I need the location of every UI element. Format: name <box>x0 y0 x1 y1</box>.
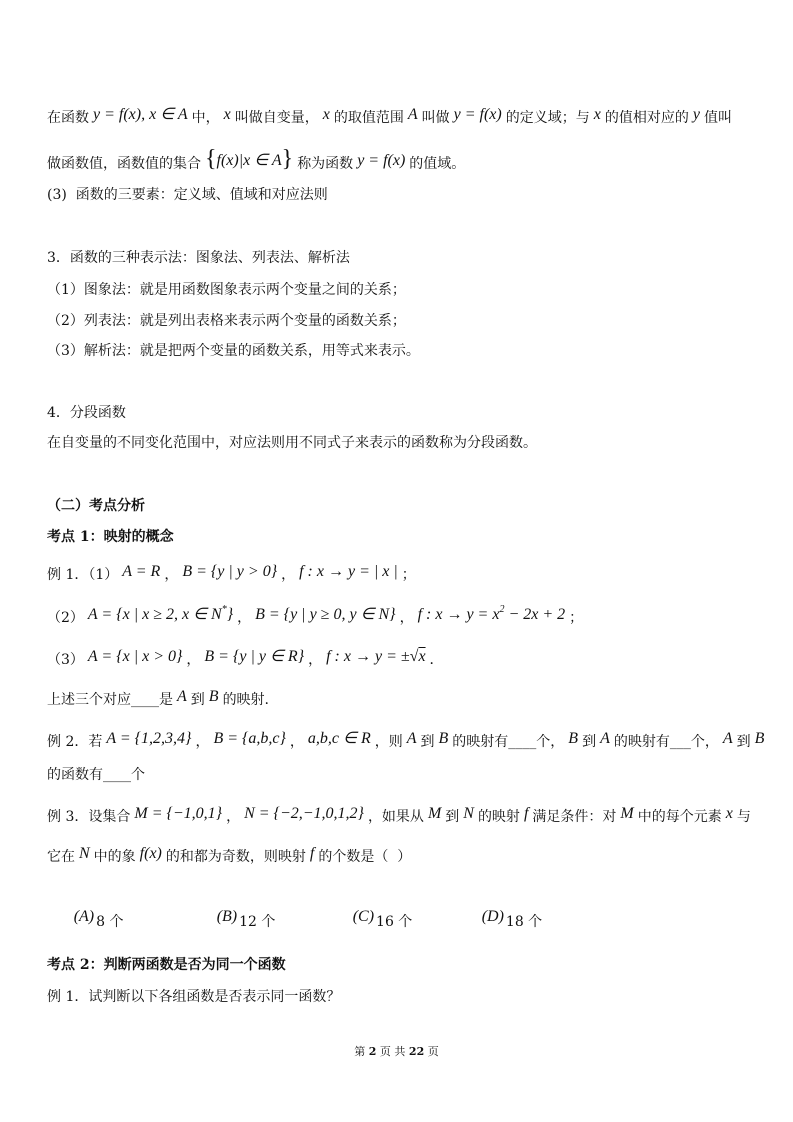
text-run: ，如果从 <box>367 809 424 825</box>
point-2-example-1: 例 1．试判断以下各组函数是否表示同一函数？ <box>47 989 341 1005</box>
text-run: 到 <box>445 809 460 825</box>
text-run: 到 <box>582 734 597 750</box>
math-expression: f : x → y = x <box>417 606 500 623</box>
math-expression: f : x → y = | x | <box>299 563 398 580</box>
math-expression: a,b,c ∈ R <box>307 730 371 747</box>
text-run: 中的象 <box>93 849 136 865</box>
option-c <box>326 884 413 930</box>
page-number: 22 <box>408 1045 425 1058</box>
text-run: ， <box>237 610 252 626</box>
definition-line-1 <box>47 107 732 129</box>
example-3-line-2 <box>47 846 411 868</box>
option-a <box>47 884 124 930</box>
text-run: 的映射 <box>477 809 520 825</box>
text-run: 的值域。 <box>409 156 466 172</box>
example-1-question <box>47 689 269 711</box>
math-expression: x <box>223 106 231 123</box>
math-expression: f : x → y = ±√ <box>326 648 419 665</box>
math-expression: A = {x | x ≥ 2, x ∈ N <box>87 606 222 623</box>
text-run: 到 <box>420 734 435 750</box>
superscript: * <box>221 604 227 615</box>
text-run: ， <box>281 567 296 583</box>
option-d <box>455 884 543 930</box>
text-run: 例 1．（1） <box>47 567 119 583</box>
math-expression: A <box>722 730 733 747</box>
text-run: 做函数值，函数值的集合 <box>47 156 201 172</box>
math-expression: B = {a,b,c} <box>213 730 286 747</box>
math-expression: B <box>754 730 765 747</box>
math-expression: A = {1,2,3,4} <box>106 730 192 747</box>
text-run: 的定义域；与 <box>505 110 590 126</box>
math-expression: B <box>568 730 579 747</box>
text-run: 的取值范围 <box>333 110 404 126</box>
math-expression: A <box>600 730 610 747</box>
text-run: 例 2．若 <box>47 734 103 750</box>
text-run: 中， <box>191 110 220 126</box>
text-run: 的映射. <box>222 692 270 708</box>
option-b <box>190 884 276 930</box>
superscript: 2 <box>499 604 505 615</box>
text-run: 称为函数 <box>297 156 354 172</box>
math-expression: f <box>523 805 529 822</box>
text-run: 上述三个对应____是 <box>47 692 173 708</box>
example-2-line-2: 的函数有____个 <box>47 767 145 783</box>
text-run: 第 <box>354 1045 369 1058</box>
math-expression: N = {−2,−1,0,1,2} <box>244 805 364 822</box>
text-run: ， <box>308 652 323 668</box>
math-expression: x <box>725 805 733 822</box>
text-run: ， <box>399 610 414 626</box>
answer-options <box>0 884 793 930</box>
math-expression: A <box>177 688 187 705</box>
option-label: (D) <box>481 908 504 925</box>
page-footer <box>0 1041 793 1063</box>
section-4-body: 在自变量的不同变化范围中，对应法则用不同式子来表示的函数称为分段函数。 <box>47 435 537 451</box>
text-run: ，则 <box>374 734 403 750</box>
text-run: ， <box>195 734 210 750</box>
math-expression: A <box>407 106 418 123</box>
math-expression: M = {−1,0,1} <box>134 805 223 822</box>
text-run: 例 3．设集合 <box>47 809 131 825</box>
text-run: ， <box>226 809 241 825</box>
example-3-line-1 <box>47 806 751 828</box>
math-expression: A <box>406 730 417 747</box>
radicand: x <box>418 648 426 665</box>
text-run: 的和都为奇数，则映射 <box>165 849 306 865</box>
text-run: 的值相对应的 <box>604 110 689 126</box>
math-expression: A = R <box>122 563 161 580</box>
math-expression: x <box>322 106 330 123</box>
math-expression: y = f(x) <box>453 106 502 123</box>
text-run: 的映射有___个， <box>613 734 719 750</box>
math-expression: y = f(x), x ∈ A <box>93 106 188 123</box>
option-label: (B) <box>216 908 238 925</box>
option-text: 8 个 <box>96 914 124 930</box>
text-run: ， <box>164 567 179 583</box>
representation-item-1: （1）图象法：就是用函数图象表示两个变量之间的关系； <box>47 282 406 298</box>
point-2-heading: 考点 2：判断两函数是否为同一个函数 <box>47 957 286 973</box>
definition-line-3: (3) 函数的三要素：定义域、值域和对应法则 <box>47 187 328 203</box>
text-run: 页 共 <box>376 1045 409 1058</box>
text-run: 到 <box>736 734 751 750</box>
text-run: 页 <box>424 1045 439 1058</box>
math-expression: M <box>620 805 634 822</box>
example-1-line-1 <box>47 564 416 586</box>
analysis-heading: （二）考点分析 <box>47 498 145 514</box>
math-expression: f(x)|x ∈ A <box>216 152 282 169</box>
text-run: 的映射有____个， <box>452 734 565 750</box>
math-expression: y <box>692 106 700 123</box>
text-run: ， <box>186 652 201 668</box>
set-brace: } <box>281 146 294 172</box>
math-expression: f <box>309 845 315 862</box>
math-expression: − 2x + 2 <box>504 606 566 623</box>
option-label: (A) <box>73 908 95 925</box>
example-2-line-1 <box>47 731 764 753</box>
math-expression: x <box>593 106 601 123</box>
option-label: (C) <box>352 908 375 925</box>
text-run: ． <box>429 652 444 668</box>
set-brace: { <box>205 146 217 172</box>
text-run: 满足条件：对 <box>532 809 617 825</box>
representation-item-3: （3）解析法：就是把两个变量的函数关系，用等式来表示。 <box>47 343 420 359</box>
math-expression: } <box>226 606 234 623</box>
option-text: 12 个 <box>239 914 276 930</box>
definition-line-2 <box>47 146 466 172</box>
representation-item-2: （2）列表法：就是列出表格来表示两个变量的函数关系； <box>47 313 406 329</box>
math-expression: B = {y | y ≥ 0, y ∈ N} <box>255 606 396 623</box>
text-run: 中的每个元素 <box>637 809 722 825</box>
text-run: 叫做自变量， <box>234 110 319 126</box>
math-expression: B = {y | y ∈ R} <box>204 648 305 665</box>
text-run: 值叫 <box>703 110 732 126</box>
math-expression: N <box>463 805 474 822</box>
example-1-line-3 <box>47 649 444 671</box>
math-expression: B = {y | y > 0} <box>182 563 278 580</box>
text-run: 的个数是（ ） <box>318 849 412 865</box>
point-1-heading: 考点 1：映射的概念 <box>47 529 174 545</box>
math-expression: B <box>208 688 219 705</box>
text-run: 到 <box>190 692 205 708</box>
option-text: 16 个 <box>376 914 413 930</box>
math-expression: B <box>438 730 449 747</box>
page-number: 2 <box>368 1045 377 1058</box>
math-expression: A = {x | x > 0} <box>87 648 183 665</box>
text-run: 与 <box>736 809 751 825</box>
section-4-title: 4．分段函数 <box>47 405 126 421</box>
math-expression: y = f(x) <box>357 152 406 169</box>
text-run: 叫做 <box>421 110 450 126</box>
text-run: （2） <box>47 610 84 626</box>
text-run: ； <box>401 567 416 583</box>
section-3-title: 3．函数的三种表示法：图象法、列表法、解析法 <box>47 250 350 266</box>
math-expression: f(x) <box>139 845 162 862</box>
math-expression: M <box>427 805 442 822</box>
text-run: （3） <box>47 652 84 668</box>
text-run: 在函数 <box>47 110 89 126</box>
text-run: ； <box>569 610 584 626</box>
example-1-line-2 <box>47 604 584 629</box>
text-run: 它在 <box>47 849 75 865</box>
text-run: ， <box>289 734 304 750</box>
math-expression: N <box>79 845 90 862</box>
option-text: 18 个 <box>505 914 543 930</box>
